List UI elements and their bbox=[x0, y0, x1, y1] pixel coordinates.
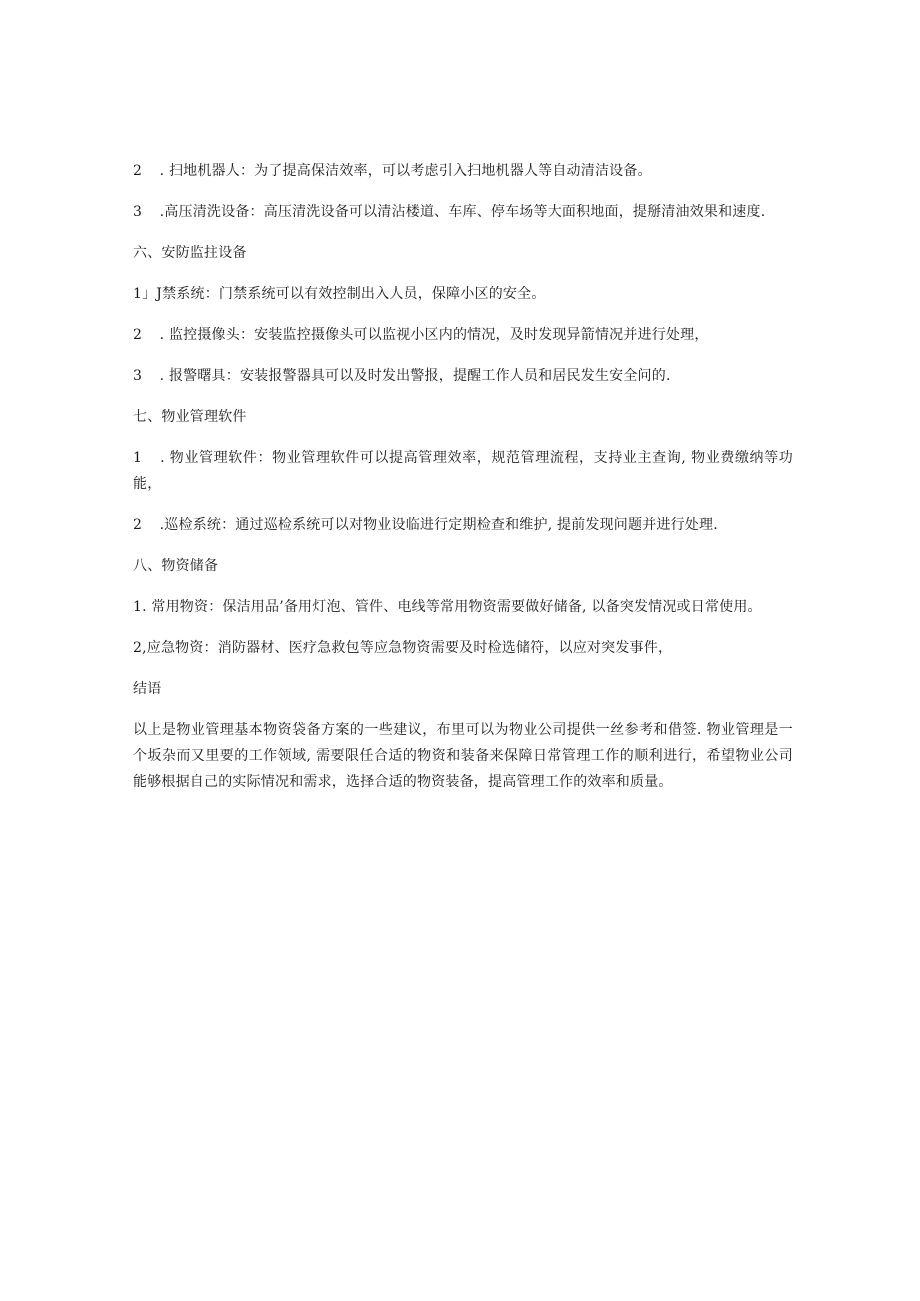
list-item-access-control bbox=[133, 281, 793, 307]
list-item-patrol-system bbox=[133, 512, 793, 538]
item-number: 2 bbox=[133, 327, 143, 343]
item-text: . 监控摄像头：安装监控摄像头可以监视小区内的情况，及时发现异箭情况并进行处理， bbox=[155, 327, 709, 343]
list-item-alarms bbox=[133, 363, 793, 389]
list-item-cameras bbox=[133, 322, 793, 348]
document-body bbox=[133, 158, 793, 810]
item-text: .高压清洗设备：高压清洗设备可以清沾楼道、车库、停车场等大面积地面，提掰清油效果和速度. bbox=[155, 204, 766, 220]
item-text: 1」J禁系统：门禁系统可以有效控制出入人员，保障小区的安全。 bbox=[133, 286, 546, 302]
item-number: 1 bbox=[133, 450, 143, 466]
section-heading-software: 七、物业管理软件 bbox=[133, 409, 247, 425]
item-text: 1. 常用物资：保洁用品’备用灯泡、管件、电线等常用物资需要做好储备, 以备突发情况或日常使用。 bbox=[133, 599, 762, 615]
section-heading-security: 六、安防监拄设备 bbox=[133, 245, 247, 261]
item-text: . 物业管理软件：物业管理软件可以提高管理效率，规范管理流程，支持业主查询, 物业费缴纳等功能， bbox=[133, 450, 793, 492]
list-item-sweeping-robot bbox=[133, 158, 793, 184]
item-number: 2 bbox=[133, 163, 143, 179]
list-item-management-software bbox=[133, 445, 793, 497]
conclusion-paragraph: 以上是物业管理基本物资袋备方案的一些建议，布里可以为物业公司提供一丝参考和借签. 物业管理是一个坂杂而又里要的工作领域, 需要限任合适的物资和装备来保障日常管理工作的顺利进行，希望物业公司能够根据自己的实际情况和需求，选择合适的物资装备，提高管理工作的效率和质量。 bbox=[133, 722, 793, 790]
item-number: 2 bbox=[133, 517, 143, 533]
item-number: 3 bbox=[133, 368, 143, 384]
item-text: 2,应急物资：消防器材、医疗急救包等应急物资需要及时检选储符，以应对突发事件， bbox=[133, 640, 673, 656]
list-item-emergency-supplies bbox=[133, 635, 793, 661]
list-item-pressure-washer bbox=[133, 199, 793, 225]
section-heading-conclusion: 结语 bbox=[133, 681, 162, 697]
item-number: 3 bbox=[133, 204, 143, 220]
section-heading-supplies: 八、物资储备 bbox=[133, 558, 219, 574]
list-item-common-supplies bbox=[133, 594, 793, 620]
item-text: .巡检系统：通过巡检系统可以对物业设临进行定期检查和维护, 提前发现问题并进行处理. bbox=[155, 517, 718, 533]
item-text: . 扫地机器人：为了提高保洁效率，可以考虑引入扫地机器人等自动清洁设备。 bbox=[155, 163, 652, 179]
item-text: . 报警曙具：安装报警器具可以及时发出警报，提醒工作人员和居民发生安全问的. bbox=[155, 368, 671, 384]
